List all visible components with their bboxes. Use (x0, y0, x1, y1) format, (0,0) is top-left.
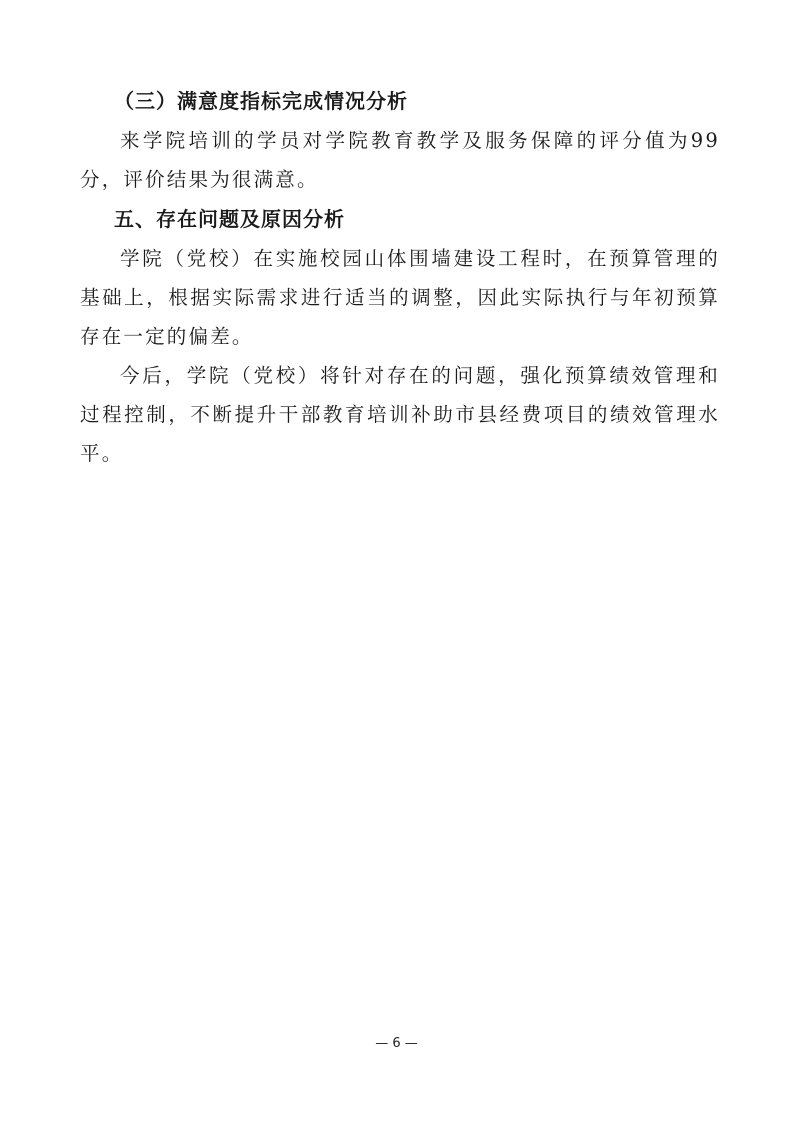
satisfaction-heading: （三）满意度指标完成情况分析 (114, 89, 408, 113)
page-number: — 6 — (375, 1036, 418, 1051)
page-content (80, 84, 720, 473)
problems-paragraph-1: 学院（党校）在实施校园山体围墙建设工程时，在预算管理的基础上，根据实际需求进行适当的调整，因此实际执行与年初预算存在一定的偏差。 (80, 247, 720, 348)
problems-heading: 五、存在问题及原因分析 (114, 207, 345, 231)
problems-paragraph-2: 今后，学院（党校）将针对存在的问题，强化预算绩效管理和过程控制，不断提升干部教育培训补助市县经费项目的绩效管理水平。 (80, 364, 720, 465)
satisfaction-paragraph: 来学院培训的学员对学院教育教学及服务保障的评分值为99分，评价结果为很满意。 (80, 129, 720, 191)
